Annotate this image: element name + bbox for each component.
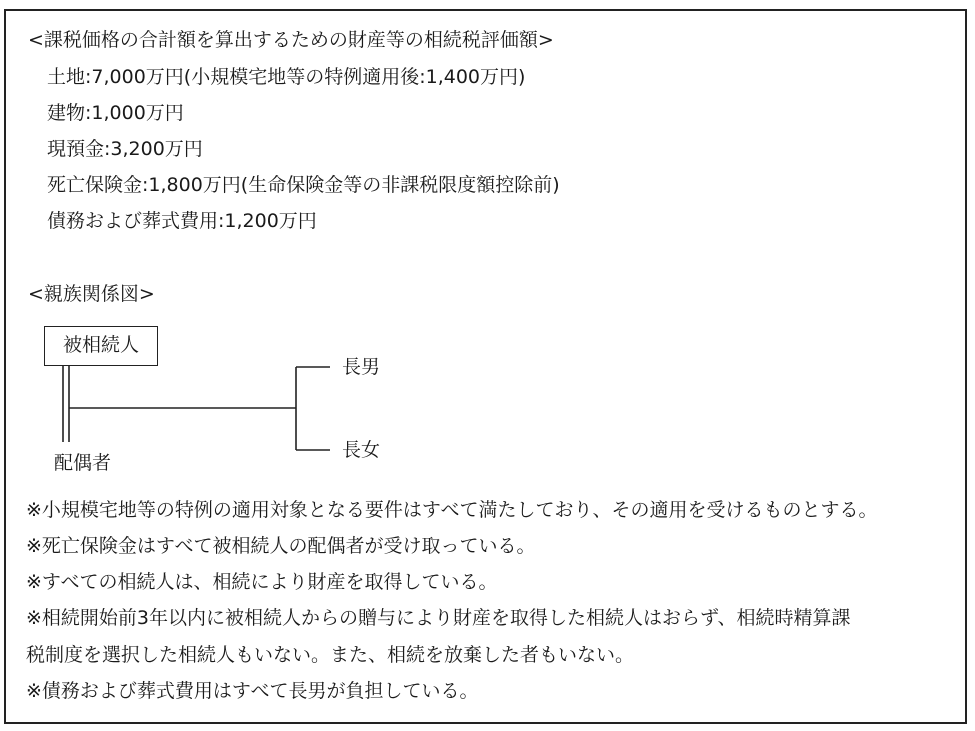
valuation-item-debts: 債務および葬式費用:1,200万円 xyxy=(47,210,317,232)
note-line-5: ※債務および葬式費用はすべて長男が負担している。 xyxy=(26,680,479,702)
valuation-item-building: 建物:1,000万円 xyxy=(47,102,184,124)
spouse-label: 配偶者 xyxy=(54,452,112,474)
eldest-son-label: 長男 xyxy=(342,356,381,378)
eldest-daughter-label: 長女 xyxy=(342,439,381,461)
family-heading: <親族関係図> xyxy=(28,283,155,305)
note-line-4-continued: 税制度を選択した相続人もいない。また、相続を放棄した者もいない。 xyxy=(26,644,635,666)
note-line-4: ※相続開始前3年以内に被相続人からの贈与により財産を取得した相続人はおらず、相続時精算課 xyxy=(26,607,851,629)
note-line-1: ※小規模宅地等の特例の適用対象となる要件はすべて満たしており、その適用を受けるものとする。 xyxy=(26,499,878,521)
deceased-box: 被相続人 xyxy=(44,326,158,366)
valuation-item-land: 土地:7,000万円(小規模宅地等の特例適用後:1,400万円) xyxy=(47,66,526,88)
note-line-3: ※すべての相続人は、相続により財産を取得している。 xyxy=(26,571,498,593)
note-line-2: ※死亡保険金はすべて被相続人の配偶者が受け取っている。 xyxy=(26,535,536,557)
valuation-item-cash: 現預金:3,200万円 xyxy=(47,138,203,160)
valuation-item-insurance: 死亡保険金:1,800万円(生命保険金等の非課税限度額控除前) xyxy=(47,174,560,196)
valuation-heading: <課税価格の合計額を算出するための財産等の相続税評価額> xyxy=(28,29,554,51)
